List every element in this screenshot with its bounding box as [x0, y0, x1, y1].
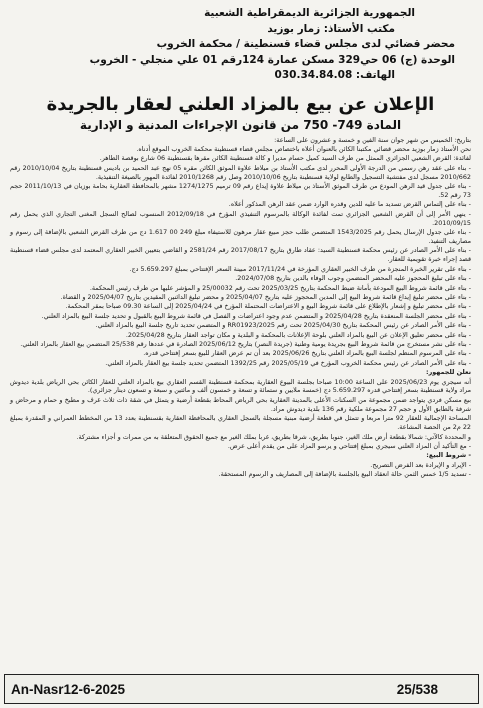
paragraph-court-order: - بناء على الأمر الصادر عن رئيس المحكمة بتاريخ 2025/04/30 تحت رقم RR01923/2025 و المتضمن تحديد تاريخ جلسة البيع بالمزاد العلني. [95, 321, 471, 330]
paragraph-conditions-notice: - بناء على محضر تبليغ إيداع قائمة شروط البيع إلى المدين المحجوز عليه بتاريخ 2025/04/07 و محضر تبليغ الدائنين المقيدين بتاريخ 2025/04/07 و القضاة. [60, 292, 471, 301]
paragraph-expert-report: - بناء على تقرير الخبرة المنجزة من طرف الخبير العقاري المؤرخة في 2017/11/24 مبينة السعر الإفتتاحي بمبلغ 5.659.297 دج. [129, 264, 471, 273]
paragraph-creditor: لفائدة: القرض الشعبي الجزائري الممثل من طرف السيد كميل حسام مديرا و كالة قسنطينة الكائن مقرها بقسنطينة 06 شارع بوقصة الطاهر. [99, 154, 471, 163]
newspaper-edition-code: An-Nasr12-6-2025 [11, 681, 126, 697]
bailiff-office-header [8, 6, 473, 84]
announcement-number: 25/538 [396, 681, 438, 697]
paragraph-expert-order: - بناء على الأمر الصادر عن رئيس محكمة قسنطينة السيد: عقاد طارق بتاريخ 2017/08/17 رقم 2581/24 و القاضي بتعيين الخبير العقاري المعتمد لدى مجلس قضاء قسنطينة قصد إجراء خبرة تقويمية للعقار. [10, 246, 471, 264]
announcement-subtitle: المادة 749- 750 من قانون الإجراءات المدنية و الإدارية [79, 117, 402, 132]
paragraph-publication: - بناء على نشر مستخرج من قائمة شروط البيع بجريدة يومية وطنية (جريدة النصر) بتاريخ 2025/06/12 الصادرة في عددها رقم 25/538 المتضمن بيع العقار بالمزاد العلني. [20, 339, 471, 348]
paragraph-mortgage-deed: - بناء على عقد رهن رسمي من الدرجة الأولى المحرر لدى مكتب الأستاذ بن ميلاط علاوة الموثق الكائن مقره 05 نهج عبد الحميد بن باديس قسنطينة بتاريخ 2010/10/04 رقم 2010/662 مسجل لدى مفتشية التسجيل والطابع لولاية قسنطينة بتاريخ 2010/10/06 وصل رقم 2010/1268 لفائدة المهور بالصيغة التنفيذية. [10, 163, 471, 181]
header-phone: الهاتف: 030.34.84.08 [274, 69, 395, 81]
announcement-title: الإعلان عن بيع بالمزاد العلني لعقار بالجريدة [46, 93, 435, 115]
header-bailiff: محضر قضائي لدى مجلس قضاء قسنطينة / محكمة الخروب [156, 38, 455, 50]
header-republic: الجمهورية الجزائرية الديمقراطية الشعبية [204, 7, 415, 19]
paragraph-seizure-request: - بناء على جدول الإرسال يحمل رقم 1543/2025 المتضمن طلب حجز مبيع عقار مرهون للاستيفاء مبلغ 249 00 1.617 دج من طرف القرض الشعبي بالإضافة إلى رسوم و مصاريف التنفيذ. [10, 228, 471, 245]
paragraph-property-bounds: و المحددة كالآتي: شمالا بقطعة أرض ملك الغير، جنوبا بطريق، شرقا بطريق، غربا بملك الغير مع جميع الحقوق المتعلقة به من ممرات و أجزاء مشتركة. [76, 432, 471, 441]
paragraph-property-description: بيع مسكن فردي يتواجد ضمن مجموعة من السكنات الأعلى بالمدينة العقارية بحي الرياض المحاط بقطعة أرضية و يتمثل في شقة ذات ثلاث غرف و مطبخ و حمام و مرحاض و شرفة بالطابق الأول و حجم 27 مجموعة ملكية رقم 136 بلدية ديدوش مراد. [10, 395, 471, 413]
paragraph-auction-session: - بناء على المرسوم المنظم لجلسة البيع بالمزاد العلني بتاريخ 2025/06/26 بعد أن تم عرض العقار للبيع بسعر إفتتاحي قدره. [143, 349, 471, 358]
publication-footer [4, 674, 479, 704]
paragraph-hearing: - بناء على محضر الجلسة المنعقدة بتاريخ 2025/04/28 و المتضمن عدم وجود اعتراضات و الفصل في قائمة شروط البيع بالقبول و تحديد جلسة البيع بالمزاد العلني. [41, 311, 471, 320]
paragraph-conditions-list: - بناء على قائمة شروط البيع المودعة بأمانة ضبط المحكمة بتاريخ 2025/03/25 تحت رقم 25/00032 و المؤشر عليها من طرف رئيس المحكمة. [89, 283, 471, 292]
header-office: مكتب الأستاذ: زمار بوزيد [267, 22, 395, 35]
announcement-body [8, 136, 473, 480]
paragraph-sale-condition-2: - تسديد 1/5 خمس الثمن حالة انعقاد البيع بالجلسة بالإضافة إلى المصاريف و الرسوم المستحقة. [218, 470, 471, 479]
paragraph-date: بتاريخ: الخميس من شهر جوان سنة الفين و خمسة و عشرون على الساعة: [274, 135, 471, 144]
paragraph-bank-decree: - ينهي الأمر إلى أن القرض الشعبي الجزائري تمت لفائدة الوكالة بالمرسوم التنفيذي المؤرخ في 2012/09/18 المنسوب لصالح السجل المغنى التجاري الذي يحمل رقم 2010/09/15. [10, 209, 471, 227]
paragraph-objections-notice: - بناء على محضر تبليغ و إشعار بالإطلاع على قائمة شروط البيع و الاعتراضات المحتملة المؤرخ في 2025/04/24 إلى الساعة 09.30 صباحا بمقر المحكمة. [65, 302, 471, 311]
header-address: الوحدة (ج) 06 حي329 مسكن عمارة 124رقم 01 علي منجلي - الخروب [89, 53, 455, 66]
paragraph-sale-date: أنه سيجري يوم 2025/06/23 على الساعة 10:00 صباحا بجلسة البيوع العقارية بمحكمة قسنطينة القسم العقاري بيع بالمزاد العلني للعقار الكائن بحي الرياض بلدية ديدوش مراد ولاية قسنطينة بسعر إفتتاحي قدره 5.659.297 دج (خمسة ملايين و ستمائة و تسعة و خمسون ألف و مائتين و سبعة و تسعون دينار جزائري). [10, 377, 471, 395]
paragraph-sale-conditions-label: - شروط البيع: [426, 451, 471, 460]
paragraph-mortgage-registration: - بناء على جدول قيد الرهن المودع من طرف الموثق الأستاذ بن ميلاط علاوة إيداع رقم 09 ترميم 1274/1275 مشهر بالمحافظة العقارية بحامة بوزيان في 2011/10/13 حجم 73 رقم 52. [10, 182, 471, 199]
paragraph-property-area: المساحة الإجمالية للعقار 92 مترا مربعا و تتمثل في قطعة أرضية مبنية مسجلة بالسجل العقاري بالمحافظة العقارية بقسنطينة بعدد 13 من المخطط العمراني و المقدرة بمبلغ 22 م2 من الحصة المشاعة. [10, 414, 471, 432]
paragraph-auction-rule: - مع التأكيد أن المزاد العلني سيجري بمبلغ إفتتاحي و يرسو المزاد على من يقدم أعلى عرض. [227, 441, 471, 450]
paragraph-public-notice: نعلن للجمهور: [426, 368, 471, 377]
paragraph-bailiff: نحن الأستاذ زمار بوزيد محضر قضائي مكتبنا الكائن بالعنوان أعلاه باختصاص مجلس قضاء قسنطينة محكمة الخروب الموقع أدناه. [136, 144, 471, 153]
paragraph-debtor-notice: - بناء على تبليغ المحجوز عليه المحضر المتضمن وجوب الوفاء بالدين بتاريخ 2024/07/08. [235, 274, 471, 283]
paragraph-request: - بناء على إلتماس القرض تسديد ما عليه للدين وقدره الوارد ضمن عقد الرهن المذكور أعلاه. [228, 200, 471, 209]
paragraph-khroub-order: - بناء على الأمر الصادر عن رئيس محكمة الخروب المؤرخ في 2025/05/19 رقم 1392/25 المتضمن تحديد جلسة بيع العقار بالمزاد العلني. [105, 358, 471, 367]
paragraph-posting: - بناء على محضر تعليق الإعلان عن البيع بالمزاد العلني بلوحة الإعلانات بالمحكمة و البلدية و مكان تواجد العقار بتاريخ 2025/04/28. [125, 330, 471, 339]
paragraph-sale-condition-1: - الإيراد و الإيرادة بعد الفرض التصريح. [370, 460, 471, 469]
